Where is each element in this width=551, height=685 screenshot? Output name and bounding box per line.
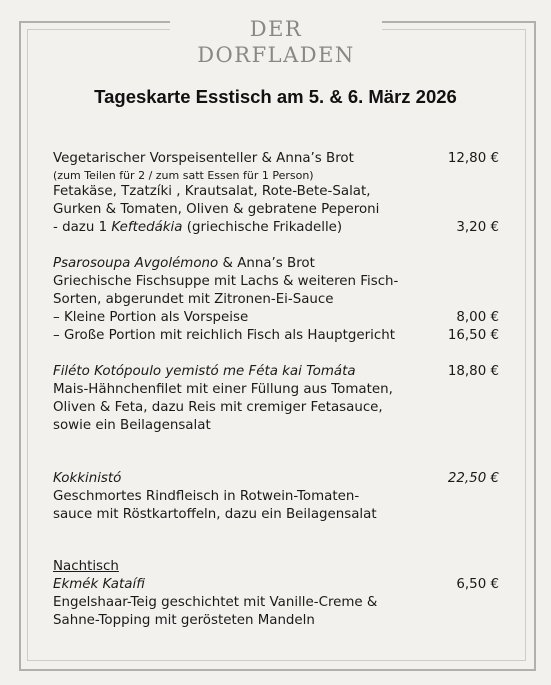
menu-item-row	[53, 363, 499, 381]
item-description: sowie ein Beilagensalat	[53, 418, 211, 433]
menu-option-row	[53, 327, 499, 345]
spacer	[53, 524, 499, 558]
addon-price: 3,20 €	[456, 220, 499, 235]
spacer	[53, 345, 499, 363]
item-description: Griechische Fischsuppe mit Lachs & weiteren Fisch-	[53, 274, 399, 289]
addon-text	[53, 219, 439, 237]
item-description: Mais-Hähnchenfilet mit einer Füllung aus Tomaten,	[53, 382, 393, 397]
item-price: 12,80 €	[447, 151, 499, 166]
item-description: Sorten, abgerundet mit Zitronen-Ei-Sauce	[53, 292, 334, 307]
menu-addon-row	[53, 219, 499, 237]
item-description: Oliven & Feta, dazu Reis mit cremiger Fetasauce,	[53, 400, 383, 415]
logo-container	[170, 16, 382, 67]
menu-item-row	[53, 470, 499, 488]
option-label: – Große Portion mit reichlich Fisch als Hauptgericht	[53, 328, 395, 343]
item-description: sauce mit Röstkartoffeln, dazu ein Beilagensalat	[53, 507, 377, 522]
item-name	[53, 255, 499, 273]
item-name: Filéto Kotópoulo yemistó me Féta kai Tomáta	[53, 364, 356, 379]
item-price: 18,80 €	[447, 364, 499, 379]
menu-list	[53, 150, 499, 630]
menu-option-row	[53, 309, 499, 327]
spacer	[53, 435, 499, 470]
spacer	[53, 237, 499, 255]
menu-item-row	[53, 255, 499, 273]
item-name: Kokkinistó	[53, 471, 122, 486]
item-price: 22,50 €	[447, 471, 499, 486]
section-heading: Nachtisch	[53, 559, 119, 574]
menu-item-row	[53, 150, 499, 168]
item-name-rest: & Anna’s Brot	[218, 256, 315, 271]
page-title: Tageskarte Esstisch am 5. & 6. März 2026	[94, 86, 457, 107]
item-name: Vegetarischer Vorspeisenteller & Anna’s Brot	[53, 151, 354, 166]
addon-suffix: (griechische Frikadelle)	[182, 220, 343, 235]
option-price: 16,50 €	[447, 328, 499, 343]
addon-prefix: - dazu 1	[53, 220, 112, 235]
item-note: (zum Teilen für 2 / zum satt Essen für 1 Person)	[53, 169, 314, 182]
item-name: Ekmék Kataífi	[53, 577, 145, 592]
item-price: 6,50 €	[456, 577, 499, 592]
item-description: Gurken & Tomaten, Oliven & gebratene Peperoni	[53, 202, 380, 217]
menu-item-row	[53, 576, 499, 594]
item-description: Sahne-Topping mit gerösteten Mandeln	[53, 613, 315, 628]
option-label: – Kleine Portion als Vorspeise	[53, 310, 249, 325]
logo: DER DORFLADEN	[197, 17, 355, 67]
item-description: Geschmortes Rindfleisch in Rotwein-Tomaten-	[53, 489, 360, 504]
item-description: Fetakäse, Tzatzíki , Krautsalat, Rote-Bete-Salat,	[53, 184, 371, 199]
option-price: 8,00 €	[456, 310, 499, 325]
item-name-italic: Psarosoupa Avgolémono	[53, 256, 219, 271]
addon-name: Keftedákia	[111, 220, 183, 235]
item-description: Engelshaar-Teig geschichtet mit Vanille-Creme &	[53, 595, 378, 610]
